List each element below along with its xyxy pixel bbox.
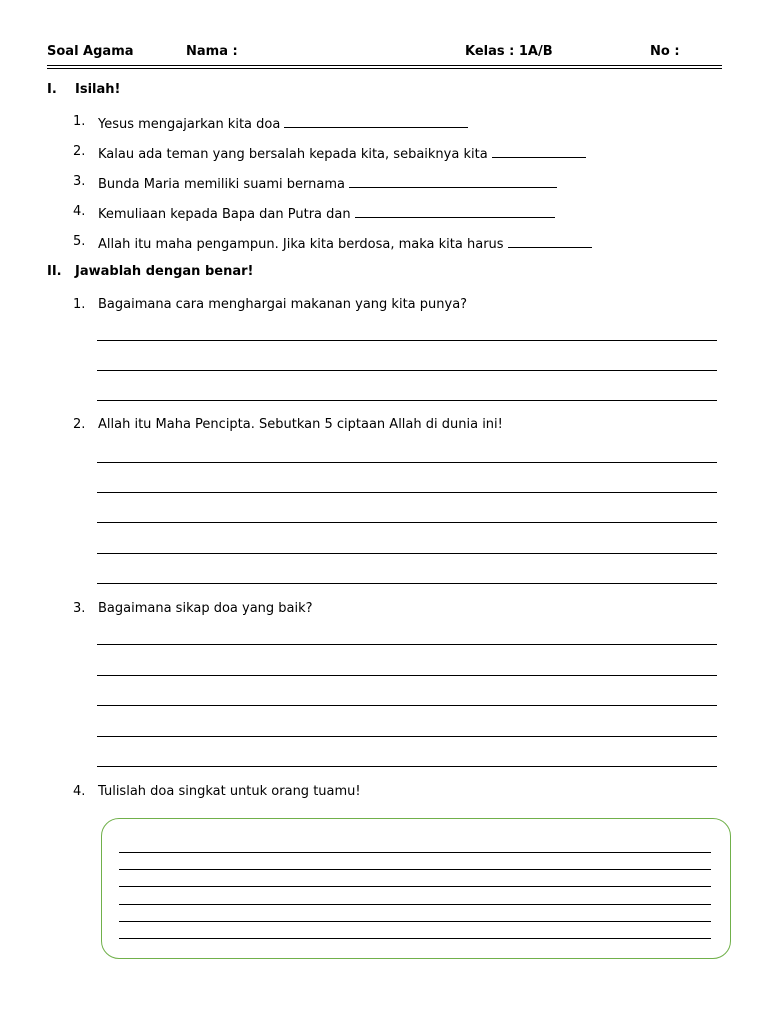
answer-line[interactable]	[97, 766, 717, 767]
section-1-heading	[47, 82, 120, 97]
number-label: No :	[650, 44, 680, 59]
worksheet-header	[47, 44, 722, 64]
answer-line[interactable]	[119, 886, 711, 887]
class-label: Kelas : 1A/B	[465, 44, 553, 59]
answer-line[interactable]	[97, 462, 717, 463]
section-1-number: I.	[47, 82, 57, 97]
answer-line[interactable]	[119, 869, 711, 870]
fill-item-number: 3.	[73, 174, 86, 189]
fill-item-text: Allah itu maha pengampun. Jika kita berdosa, maka kita harus	[98, 237, 504, 252]
question-number: 3.	[73, 601, 86, 616]
section-2-heading	[47, 264, 253, 279]
answer-line[interactable]	[97, 370, 717, 371]
question-text: Tulislah doa singkat untuk orang tuamu!	[98, 784, 361, 799]
fill-blank[interactable]	[355, 204, 555, 218]
fill-blank[interactable]	[349, 174, 557, 188]
question-text: Bagaimana sikap doa yang baik?	[98, 601, 313, 616]
question-text: Bagaimana cara menghargai makanan yang kita punya?	[98, 297, 468, 312]
question-number: 4.	[73, 784, 86, 799]
section-2-number: II.	[47, 264, 62, 279]
answer-line[interactable]	[97, 705, 717, 706]
answer-line[interactable]	[97, 736, 717, 737]
answer-line[interactable]	[119, 921, 711, 922]
answer-line[interactable]	[97, 340, 717, 341]
header-rule-bottom	[47, 68, 722, 69]
answer-line[interactable]	[97, 675, 717, 676]
header-rule-top	[47, 65, 722, 66]
fill-blank[interactable]	[492, 144, 586, 158]
question-text: Allah itu Maha Pencipta. Sebutkan 5 ciptaan Allah di dunia ini!	[98, 417, 503, 432]
fill-item-text: Kalau ada teman yang bersalah kepada kita, sebaiknya kita	[98, 147, 488, 162]
question-number: 2.	[73, 417, 86, 432]
fill-blank[interactable]	[284, 114, 468, 128]
answer-line[interactable]	[119, 852, 711, 853]
fill-blank[interactable]	[508, 234, 592, 248]
answer-line[interactable]	[97, 553, 717, 554]
fill-item-text: Bunda Maria memiliki suami bernama	[98, 177, 346, 192]
subject-label: Soal Agama	[47, 44, 134, 59]
section-2-title: Jawablah dengan benar!	[75, 264, 254, 279]
fill-item-text: Kemuliaan kepada Bapa dan Putra dan	[98, 207, 351, 222]
name-label: Nama :	[186, 44, 238, 59]
section-1-title: Isilah!	[75, 82, 121, 97]
answer-line[interactable]	[97, 492, 717, 493]
fill-item-number: 4.	[73, 204, 86, 219]
fill-item-number: 5.	[73, 234, 86, 249]
answer-line[interactable]	[119, 904, 711, 905]
answer-line[interactable]	[97, 644, 717, 645]
question-number: 1.	[73, 297, 86, 312]
answer-line[interactable]	[119, 938, 711, 939]
answer-line[interactable]	[97, 583, 717, 584]
fill-item-text: Yesus mengajarkan kita doa	[98, 117, 281, 132]
answer-line[interactable]	[97, 522, 717, 523]
fill-item-number: 1.	[73, 114, 86, 129]
fill-item-number: 2.	[73, 144, 86, 159]
answer-line[interactable]	[97, 400, 717, 401]
